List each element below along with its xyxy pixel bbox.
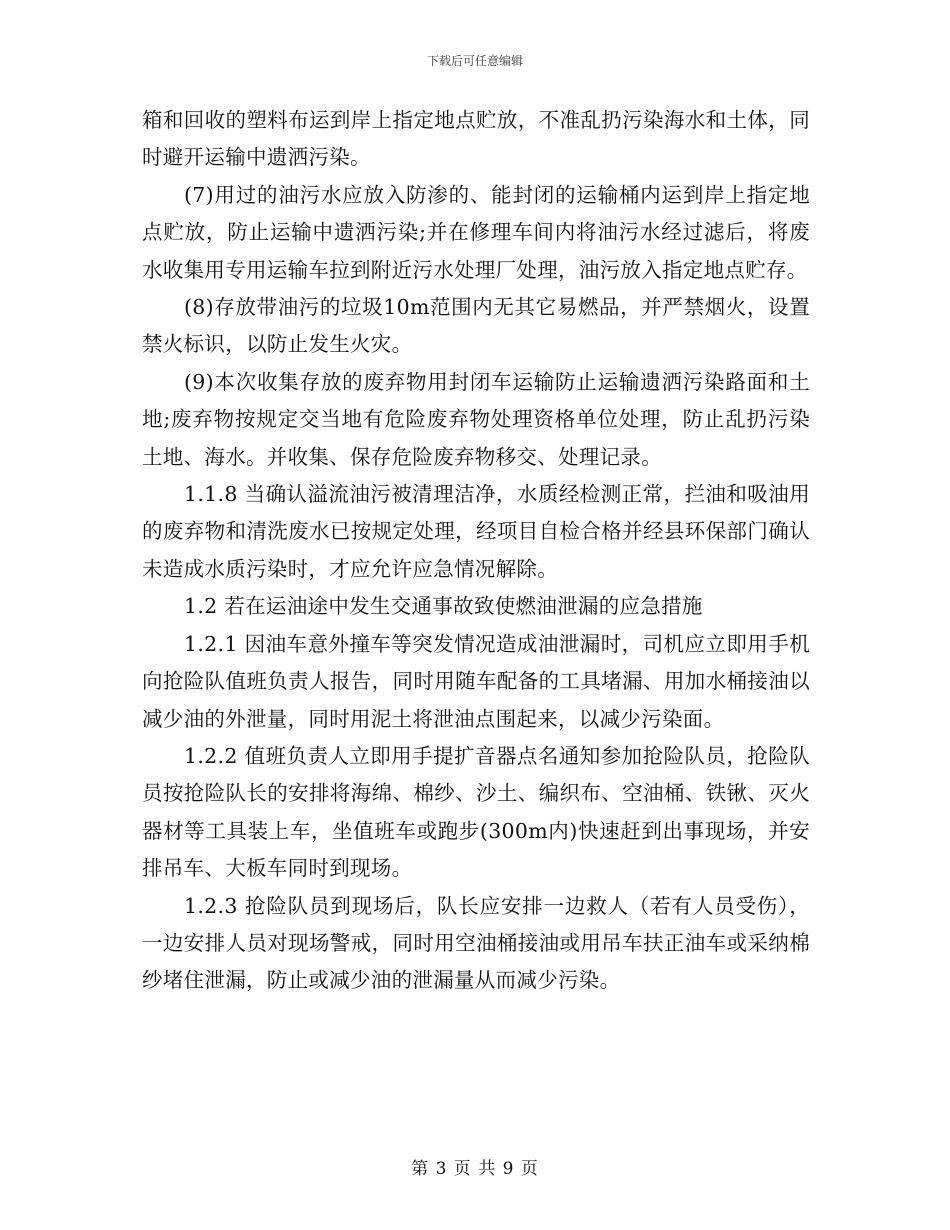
paragraph-item-9: (9)本次收集存放的废弃物用封闭车运输防止运输遗洒污染路面和土地;废弃物按规定交当地有危险废弃物处理资格单位处理，防止乱扔污染土地、海水。并收集、保存危险废弃物移交、处理记录。 xyxy=(142,369,810,469)
page-number: 第 3 页 共 9 页 xyxy=(411,1159,539,1179)
header-note: 下载后可任意编辑 xyxy=(426,54,523,68)
paragraph-1-2-1: 1.2.1 因油车意外撞车等突发情况造成油泄漏时，司机应立即用手机向抢险队值班负责人报告，同时用随车配备的工具堵漏、用加水桶接油以减少油的外泄量，同时用泥土将泄油点围起来，以减少污染面。 xyxy=(142,631,810,731)
paragraph-1-2-3: 1.2.3 抢险队员到现场后，队长应安排一边救人（若有人员受伤），一边安排人员对现场警戒，同时用空油桶接油或用吊车扶正油车或采纳棉纱堵住泄漏，防止或减少油的泄漏量从而减少污染。 xyxy=(142,893,810,993)
document-body xyxy=(142,102,810,1000)
section-heading-1-2: 1.2 若在运油途中发生交通事故致使燃油泄漏的应急措施 xyxy=(184,594,703,619)
paragraph-continuation: 箱和回收的塑料布运到岸上指定地点贮放，不准乱扔污染海水和土体，同时避开运输中遗洒污染。 xyxy=(142,108,810,170)
paragraph-1-2-2: 1.2.2 值班负责人立即用手提扩音器点名通知参加抢险队员，抢险队员按抢险队长的安排将海绵、棉纱、沙土、编织布、空油桶、铁锹、灭火器材等工具装上车，坐值班车或跑步(300m内)快速赶到出事现场，并安排吊车、大板车同时到现场。 xyxy=(142,743,810,881)
paragraph-item-7: (7)用过的油污水应放入防渗的、能封闭的运输桶内运到岸上指定地点贮放，防止运输中遗洒污染;并在修理车间内将油污水经过滤后，将废水收集用专用运输车拉到附近污水处理厂处理，油污放入指定地点贮存。 xyxy=(142,182,810,282)
paragraph-item-8: (8)存放带油污的垃圾10m范围内无其它易燃品，并严禁烟火，设置禁火标识，以防止发生火灾。 xyxy=(142,295,810,357)
paragraph-1-1-8: 1.1.8 当确认溢流油污被清理洁净，水质经检测正常，拦油和吸油用的废弃物和清洗废水已按规定处理，经项目自检合格并经县环保部门确认未造成水质污染时，才应允许应急情况解除。 xyxy=(142,482,810,581)
